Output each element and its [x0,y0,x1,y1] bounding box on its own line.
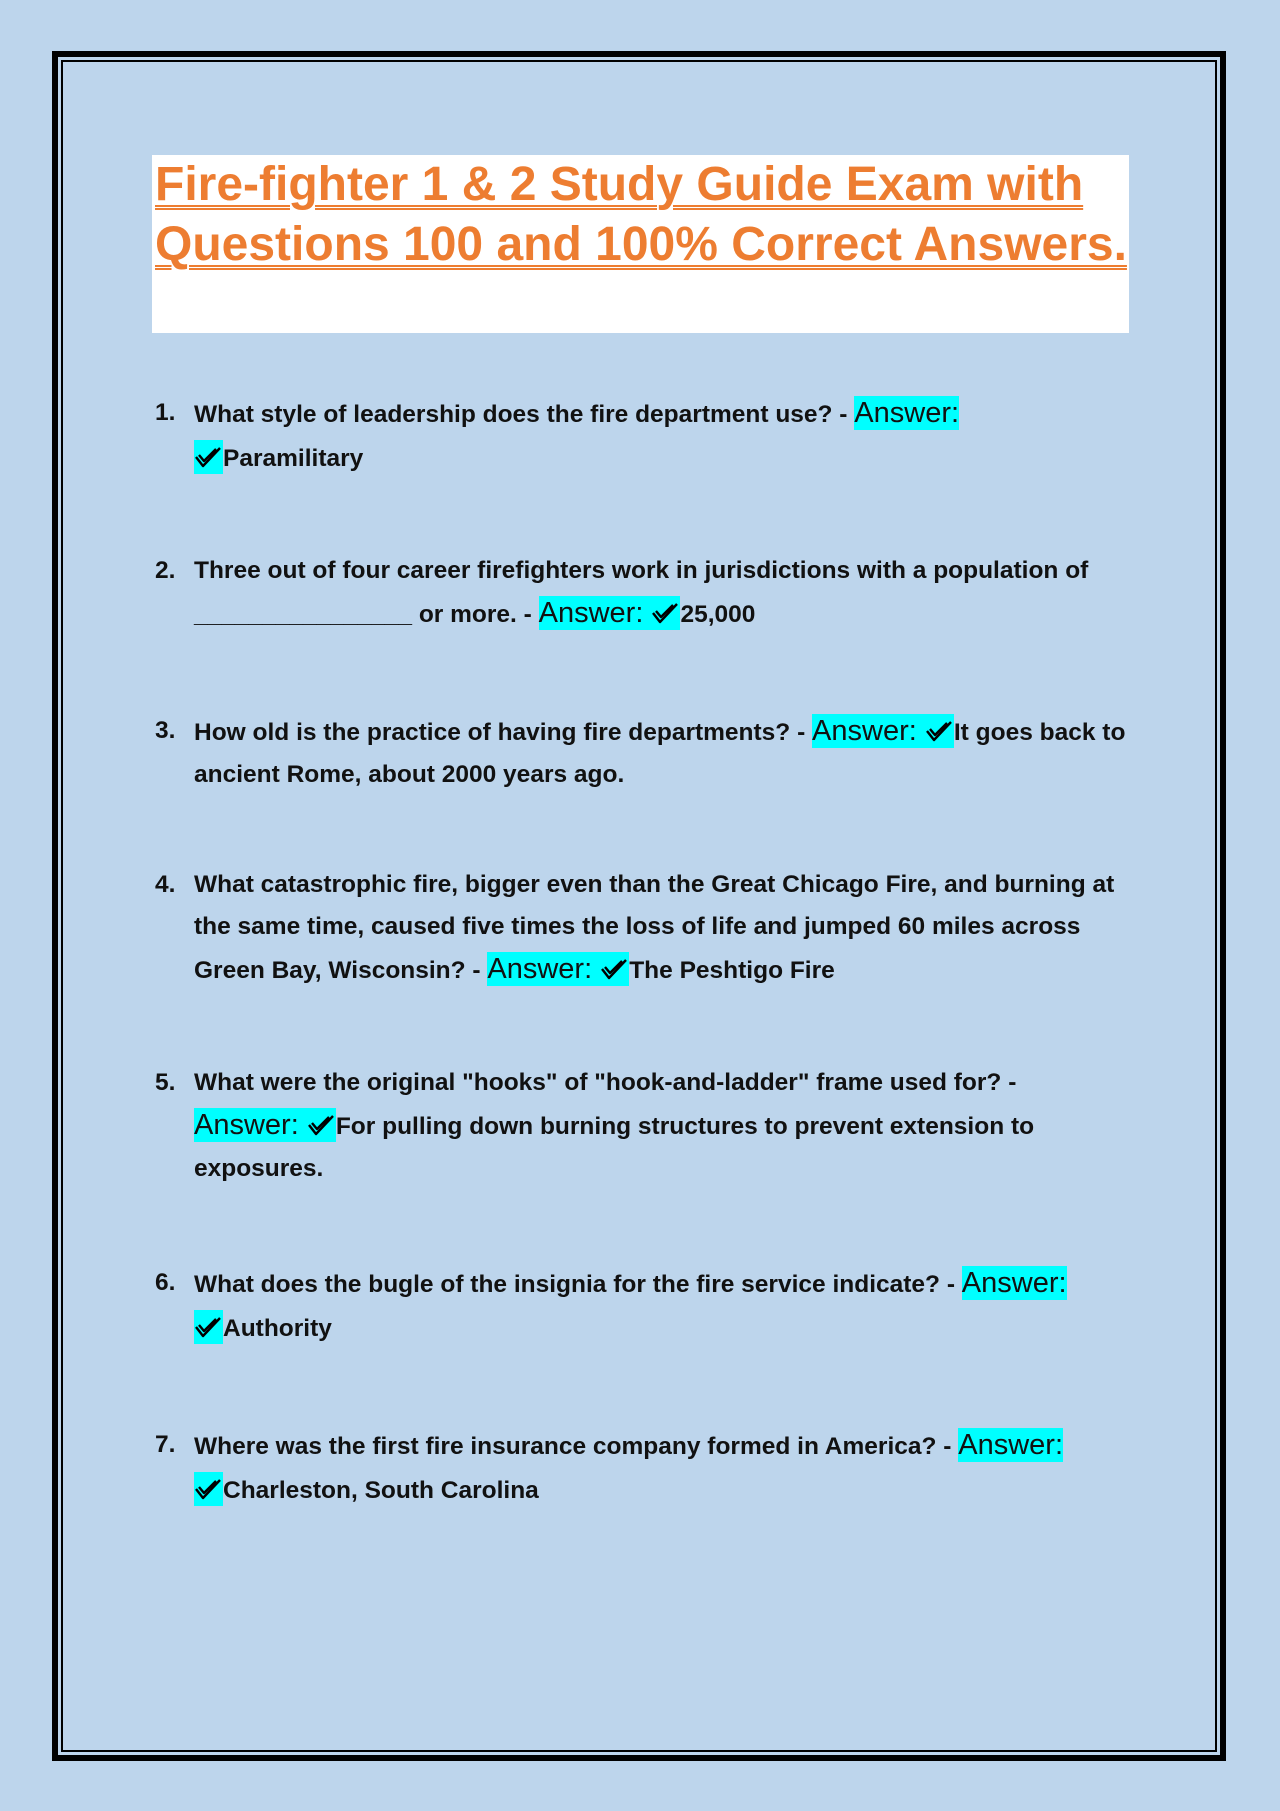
question-number: 7. [155,1431,176,1458]
question-number: 3. [155,717,176,744]
question-number: 1. [155,399,176,426]
checkmark-icon [194,445,223,469]
checkmark-icon [194,1315,223,1339]
question-text: What does the bugle of the insignia for the fire service indicate? - [194,1271,962,1298]
answer-label: Answer: [854,397,960,429]
title-box [152,155,1129,333]
question-item [155,1424,1130,1512]
question-item [155,550,1130,636]
answer-label: Answer: [812,715,917,747]
question-text: How old is the practice of having fire departments? - [194,719,813,746]
answer-label: Answer: [961,1267,1067,1299]
checkmark-icon [307,1113,336,1137]
question-number: 4. [155,871,176,898]
question-number: 6. [155,1269,176,1296]
question-item [155,392,1130,480]
checkmark-icon [925,719,954,743]
question-item [155,1062,1130,1190]
question-item [155,710,1130,796]
question-text: Three out of four career firefighters work in jurisdictions with a population of ________________ or more. - [194,557,1089,628]
answer-text: Paramilitary [223,445,364,472]
answer-text: Authority [223,1315,332,1342]
answer-text: For pulling down burning structures to prevent extension to exposures. [194,1113,1035,1182]
answer-text: Charleston, South Carolina [223,1477,539,1504]
question-text: What catastrophic fire, bigger even than the Great Chicago Fire, and burning at the same time, caused five times the loss of life and jumped 60 miles across Green Bay, Wisconsin? - [194,871,1115,984]
answer-label: Answer: [487,953,593,985]
answer-text: It goes back to ancient Rome, about 2000 years ago. [194,719,1126,788]
question-number: 5. [155,1069,176,1096]
checkmark-icon [651,601,680,625]
question-item [155,1262,1130,1350]
question-text: Where was the first fire insurance company formed in America? - [194,1433,959,1460]
answer-text: The Peshtigo Fire [629,957,835,984]
answer-text: 25,000 [680,601,756,628]
answer-label: Answer: [958,1429,1064,1461]
question-text: What were the original "hooks" of "hook-and-ladder" frame used for? - [194,1069,1017,1096]
document-title: Fire-fighter 1 & 2 Study Guide Exam with Questions 100 and 100% Correct Answers. [155,158,1127,271]
question-item [155,864,1130,992]
answer-label: Answer: [538,597,644,629]
checkmark-icon [194,1477,223,1501]
question-number: 2. [155,557,176,584]
answer-label: Answer: [194,1109,299,1141]
question-text: What style of leadership does the fire department use? - [194,401,855,428]
checkmark-icon [600,957,629,981]
